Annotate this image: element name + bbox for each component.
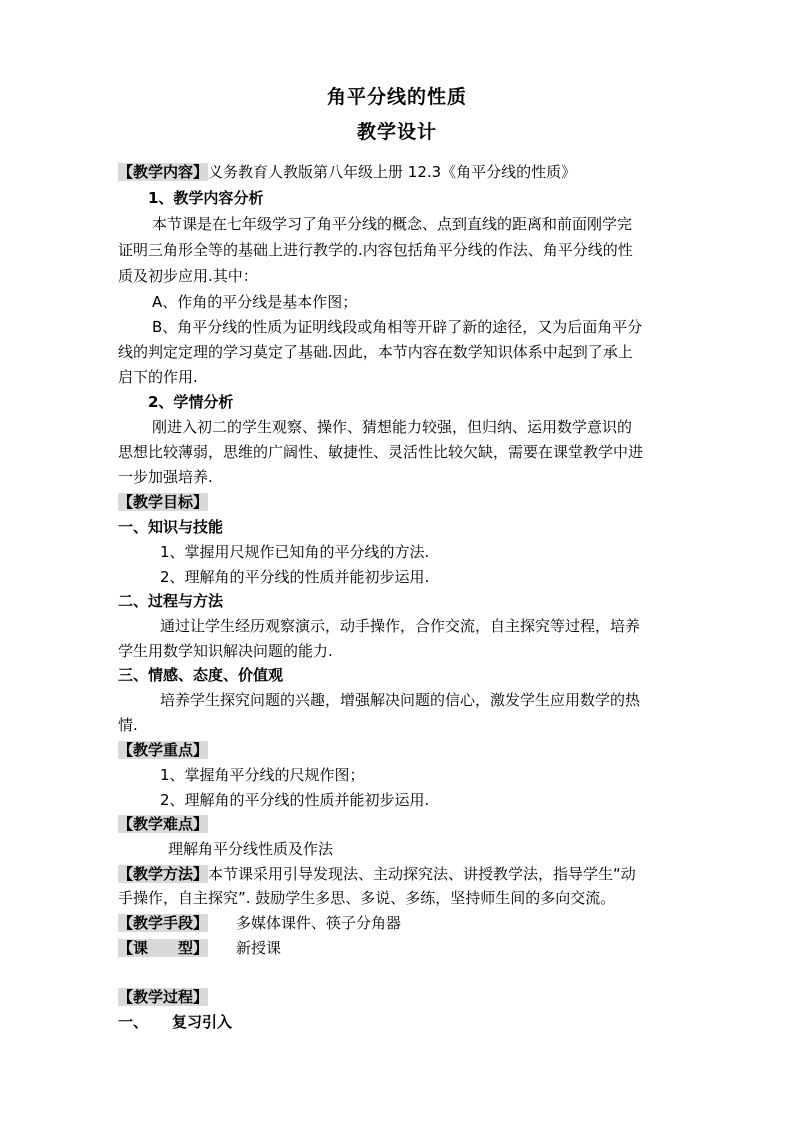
analysis-item-b-line: 线的判定定理的学习莫定了基础.因此，本节内容在数学知识体系中起到了承上 (118, 343, 633, 361)
analysis-item-a: A、作角的平分线是基本作图； (152, 293, 358, 311)
method-line (118, 865, 636, 884)
difficult-tag: 【教学难点】 (118, 815, 209, 833)
goal-process-heading: 二、过程与方法 (118, 592, 224, 610)
analysis-paragraph-line: 本节课是在七年级学习了角平分线的概念、点到直线的距离和前面刚学完 (152, 215, 633, 233)
document-subtitle: 教学设计 (356, 121, 437, 143)
goal-knowledge-item: 2、理解角的平分线的性质并能初步运用. (160, 568, 430, 586)
student-analysis-heading: 2、学情分析 (148, 393, 234, 411)
goal-knowledge-heading: 一、知识与技能 (118, 518, 224, 536)
content-line (118, 163, 576, 182)
key-item: 2、理解角的平分线的性质并能初步运用. (160, 791, 430, 809)
goal-process-line: 学生用数学知识解决问题的能力. (118, 642, 333, 660)
goals-tag: 【教学目标】 (118, 493, 209, 511)
type-tag: 【课 型】 (118, 939, 209, 957)
process-step-1-text: 复习引入 (172, 1013, 233, 1031)
means-line (118, 914, 401, 933)
difficult-text: 理解角平分线性质及作法 (168, 840, 334, 858)
type-line (118, 939, 281, 958)
goal-emotion-heading: 三、情感、态度、价值观 (118, 666, 284, 684)
content-tag: 【教学内容】 (118, 163, 209, 181)
means-text: 多媒体课件、筷子分角器 (236, 914, 402, 932)
goal-emotion-line: 培养学生探究问题的兴趣，增强解决问题的信心，激发学生应用数学的热 (160, 691, 641, 709)
process-step-1-number: 一、 (118, 1013, 149, 1031)
student-analysis-line: 思想比较薄弱，思维的广阔性、敏捷性、灵活性比较欠缺，需要在课堂教学中进 (118, 443, 644, 461)
analysis-heading: 1、教学内容分析 (148, 189, 264, 207)
goal-knowledge-item: 1、掌握用尺规作已知角的平分线的方法. (160, 543, 430, 561)
analysis-item-b-line: B、角平分线的性质为证明线段或角相等开辟了新的途径，又为后面角平分 (152, 318, 643, 336)
process-tag: 【教学过程】 (118, 988, 209, 1006)
difficult-tag-line (118, 815, 208, 834)
method-line-2: 手操作，自主探究”. 鼓励学生多思、多说、多练，坚持师生间的多向交流。 (118, 889, 616, 907)
document-title: 角平分线的性质 (326, 86, 467, 108)
analysis-paragraph-line: 质及初步应用.其中： (118, 267, 258, 285)
key-tag-line (118, 741, 208, 760)
analysis-item-b-line: 启下的作用. (118, 368, 198, 386)
goal-process-line: 通过让学生经历观察演示，动手操作，合作交流，自主探究等过程，培养 (160, 617, 641, 635)
goal-emotion-line: 情. (118, 716, 138, 734)
means-tag: 【教学手段】 (118, 914, 209, 932)
method-text: 本节课采用引导发现法、主动探究法、讲授教学法，指导学生“动 (208, 865, 636, 883)
process-tag-line (118, 988, 208, 1007)
content-text: 义务教育人教版第八年级上册 12.3《角平分线的性质》 (208, 163, 577, 181)
analysis-paragraph-line: 证明三角形全等的基础上进行教学的.内容包括角平分线的作法、角平分线的性 (118, 241, 633, 259)
student-analysis-line: 刚进入初二的学生观察、操作、猜想能力较强，但归纳、运用数学意识的 (152, 418, 633, 436)
key-item: 1、掌握角平分线的尺规作图； (160, 766, 365, 784)
method-tag: 【教学方法】 (118, 865, 209, 883)
type-text: 新授课 (236, 939, 282, 957)
key-tag: 【教学重点】 (118, 741, 209, 759)
student-analysis-line: 一步加强培养. (118, 468, 213, 486)
process-step-1 (118, 1013, 232, 1032)
goals-tag-line (118, 493, 208, 512)
